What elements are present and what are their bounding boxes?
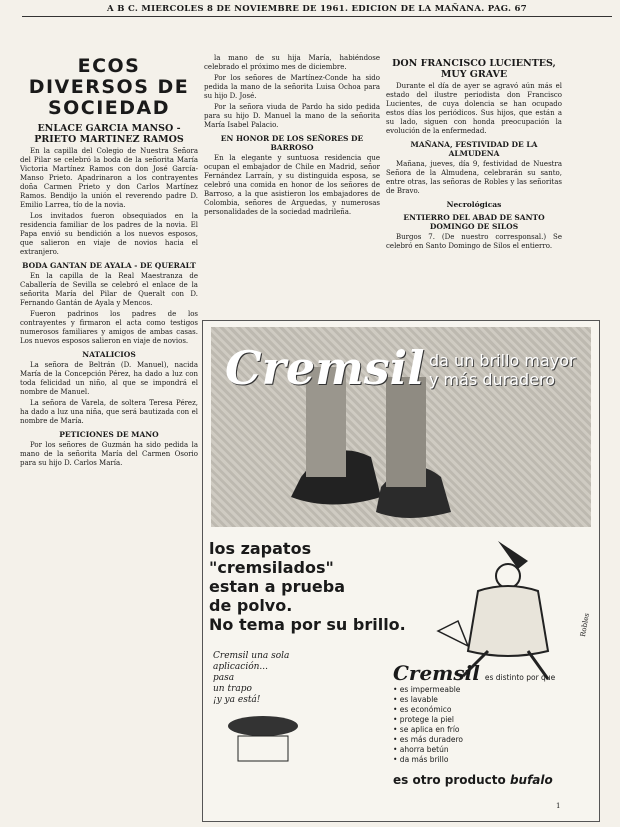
article-paragraph: En la elegante y suntuosa residencia que ocupan el embajador de Chile en Madrid, señor Fernández Larraín, y su distinguida esposa, se celebró una comida en honor de los señores de Barroso, a la que asistieron los embajadores de Colombia, señores de Arguedas, y numerosas personalidades de la sociedad madrileña. <box>204 154 380 216</box>
article-heading: EN HONOR DE LOS SEÑORES DE BARROSO <box>220 134 364 152</box>
handwritten-note <box>213 651 363 770</box>
article-heading: ENLACE GARCIA MANSO - PRIETO MARTINEZ RAMOS <box>34 123 184 145</box>
article-paragraph: Durante el día de ayer se agravó aún más el estado del ilustre periodista don Francisco Lucientes, de cuya dolencia se han ocupado estos días los periódicos. Sus hijos, que están a su lado, siguen con honda preocupación la evolución de la enfermedad. <box>386 82 562 135</box>
article-paragraph: Por los señores de Guzmán ha sido pedida la mano de la señorita María del Carmen Osorio para su hijo D. Carlos María. <box>20 441 198 467</box>
article-paragraph: En la capilla de la Real Maestranza de Caballería de Sevilla se celebró el enlace de la señorita María del Pilar de Queralt con D. Fernando Gantán de Ayala y Mencos. <box>20 272 198 307</box>
note-line: un trapo <box>213 684 252 694</box>
feature-item: • ahorra betún <box>393 745 449 754</box>
article-paragraph: Fueron padrinos los padres de los contrayentes y firmaron el acta como testigos numerosos familiares y amigos de ambas casas. Los nuevos esposos salieron en viaje de novios. <box>20 310 198 345</box>
note-line: aplicación... <box>213 662 269 672</box>
head-icon <box>496 564 520 588</box>
tagline-line: da un brillo mayor <box>429 351 576 370</box>
column-1 <box>20 54 198 824</box>
article-paragraph: la mano de su hija María, habiéndose celebrado el próximo mes de diciembre. <box>204 54 380 71</box>
feature-item: • es más duradero <box>393 735 463 744</box>
article-paragraph: La señora de Beltrán (D. Manuel), nacida María de la Concepción Pérez, ha dado a luz con toda felicidad un niño, al que se impondrá el nombre de Manuel. <box>20 361 198 396</box>
stool-icon <box>238 736 288 761</box>
artist-signature: Robles <box>578 612 591 638</box>
article-paragraph: La señora de Varela, de soltera Teresa Pérez, ha dado a luz una niña, que será bautizada con el nombre de María. <box>20 399 198 425</box>
ad-footer <box>393 773 553 787</box>
article-heading: BODA GANTAN DE AYALA - DE QUERALT <box>22 261 196 270</box>
section-title: ECOS DIVERSOS DE SOCIEDAD <box>28 55 190 119</box>
footer-prefix: es otro producto <box>393 773 506 787</box>
article-paragraph: Por la señora viuda de Pardo ha sido pedida para su hijo D. Manuel la mano de la señorita María Isabel Palacio. <box>204 103 380 129</box>
feature-item: • protege la piel <box>393 715 454 724</box>
column-3 <box>386 54 562 318</box>
article-heading: PETICIONES DE MANO <box>59 430 159 439</box>
feature-list <box>393 685 593 765</box>
product-brand: Cremsil <box>393 661 480 685</box>
slogan-line: No tema por su brillo. <box>209 615 406 634</box>
feature-item: • es lavable <box>393 695 438 704</box>
article-paragraph: En la capilla del Colegio de Nuestra Señora del Pilar se celebró la boda de la señorita María Victoria Martínez Ramos con don José García-Manso Prieto. Apadrinaron a los contrayentes doña Carmen Prieto y don Carlos Martínez Ramos. Bendijo la unión el reverendo padre D. Emilio Larrea, tío de la novia. <box>20 147 198 209</box>
feature-item: • es impermeable <box>393 685 461 694</box>
slogan-line: estan a prueba <box>209 577 345 596</box>
article-heading: NATALICIOS <box>82 350 136 359</box>
slogan-line: de polvo. <box>209 596 293 615</box>
brand-logo: Cremsil <box>225 341 425 395</box>
shoe-icon <box>228 716 298 736</box>
shoe-stool-illustration <box>213 706 313 766</box>
note-line: pasa <box>213 673 235 683</box>
article-paragraph: Por los señores de Martínez-Conde ha sido pedida la mano de la señorita Luisa Ochoa para su hijo D. José. <box>204 74 380 100</box>
chair-icon <box>438 621 468 646</box>
product-subtitle: es distinto por que <box>484 673 556 682</box>
column-2 <box>204 54 380 318</box>
feature-item: • da más brillo <box>393 755 449 764</box>
article-heading: DON FRANCISCO LUCIENTES, MUY GRAVE <box>392 58 556 80</box>
article-heading: Necrológicas <box>446 200 502 209</box>
shoes-photo <box>211 327 591 527</box>
page-header: A B C. MIERCOLES 8 DE NOVIEMBRE DE 1961. EDICION DE LA MAÑANA. PAG. 67 <box>22 4 612 17</box>
cremsil-advertisement <box>202 320 600 822</box>
slogan-line: "cremsilados" <box>209 558 334 577</box>
article-paragraph: Mañana, jueves, día 9, festividad de Nuestra Señora de la Almudena, celebrarán su santo, entre otras, las señoras de Robles y las señoritas de Bravo. <box>386 160 562 195</box>
feature-item: • es económico <box>393 705 452 714</box>
article-paragraph: Los invitados fueron obsequiados en la residencia familiar de los padres de la novia. El Papa envió su bendición a los nuevos esposos, que salieron en viaje de novios hacia el extranjero. <box>20 212 198 256</box>
tagline-line: y más duradero <box>429 370 556 389</box>
page-number: 1 <box>556 802 561 810</box>
article-paragraph: Burgos 7. (De nuestro corresponsal.) Se celebró en Santo Domingo de Silos el entierro. <box>386 233 562 250</box>
coat-icon <box>468 586 548 656</box>
product-benefits <box>393 661 593 765</box>
bufalo-brand: bufalo <box>509 773 553 787</box>
brand-tagline <box>429 351 576 389</box>
article-heading: MAÑANA, FESTIVIDAD DE LA ALMUDENA <box>410 140 538 158</box>
slogan-line: los zapatos <box>209 539 312 558</box>
note-line: ¡y ya está! <box>213 695 261 705</box>
article-heading: ENTIERRO DEL ABAD DE SANTO DOMINGO DE SILOS <box>403 213 545 231</box>
ad-slogan <box>209 539 409 634</box>
note-line: Cremsil una sola <box>213 651 290 661</box>
feature-item: • se aplica en frío <box>393 725 460 734</box>
